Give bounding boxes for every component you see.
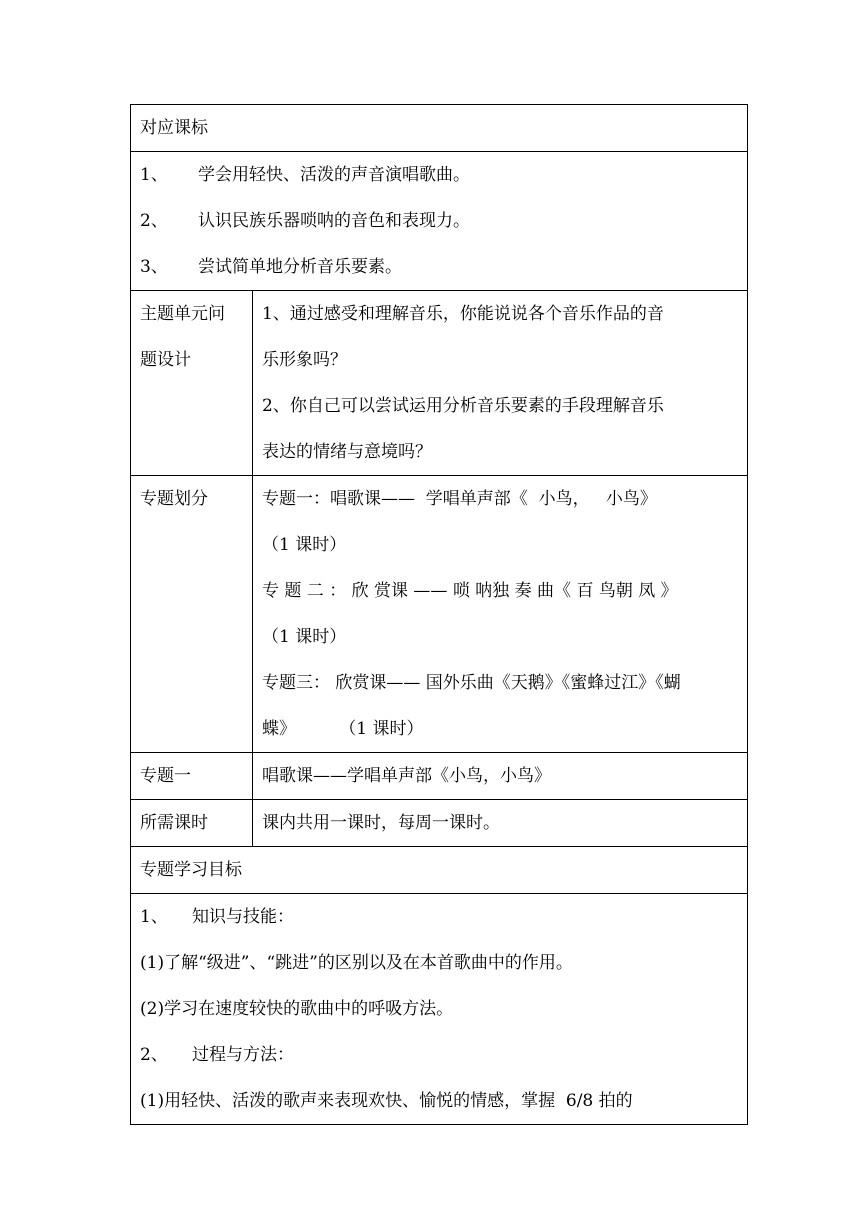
objectives-header: 专题学习目标 (131, 847, 748, 894)
curriculum-header: 对应课标 (131, 105, 748, 152)
hours-row (131, 800, 748, 847)
lesson-plan-document (130, 104, 747, 1125)
curriculum-header-row (131, 105, 748, 152)
unit-question-row (131, 291, 748, 476)
process-heading: 2、 过程与方法： (140, 1045, 294, 1065)
topic-division-label: 专题划分 (131, 476, 253, 753)
objectives-content: 1、 知识与技能： (1)了解“级进”、“跳进”的区别以及在本首歌曲中的作用。 (2)学习在速度较快的歌曲中的呼吸方法。 2、 过程与方法： (1)用轻快、活泼的歌声来表现欢快、愉悦的情感，掌握 6/8 拍的 (131, 894, 748, 1125)
lesson-plan-table (130, 104, 748, 1125)
curriculum-item: 3、 尝试简单地分析音乐要素。 (140, 257, 402, 277)
curriculum-items-row (131, 152, 748, 291)
topic-one-row (131, 753, 748, 800)
curriculum-item: 1、 学会用轻快、活泼的声音演唱歌曲。 (140, 165, 470, 185)
topic-one-value: 唱歌课——学唱单声部《小鸟，小鸟》 (253, 753, 748, 800)
topic-one-label: 专题一 (131, 753, 253, 800)
unit-question-label: 主题单元问 题设计 (131, 291, 253, 476)
objectives-header-row (131, 847, 748, 894)
topic-division-content: 专题一：唱歌课—— 学唱单声部《 小鸟， 小鸟》 （1 课时） 专 题 二 ： 欣 赏课 —— 唢 呐独 奏 曲《 百 鸟朝 凤 》 （1 课时） 专题三： 欣赏课—— 国外乐曲《天鹅》《蜜蜂过江》《蝴 蝶》 （1 课时） (253, 476, 748, 753)
curriculum-item: 2、 认识民族乐器唢呐的音色和表现力。 (140, 211, 470, 231)
unit-question-content: 1、通过感受和理解音乐，你能说说各个音乐作品的音 乐形象吗？ 2、你自己可以尝试运用分析音乐要素的手段理解音乐 表达的情绪与意境吗？ (253, 291, 748, 476)
hours-value: 课内共用一课时，每周一课时。 (253, 800, 748, 847)
objectives-content-row (131, 894, 748, 1125)
hours-label: 所需课时 (131, 800, 253, 847)
topic-division-row (131, 476, 748, 753)
knowledge-heading: 1、 知识与技能： (140, 907, 294, 927)
curriculum-items (131, 152, 748, 291)
